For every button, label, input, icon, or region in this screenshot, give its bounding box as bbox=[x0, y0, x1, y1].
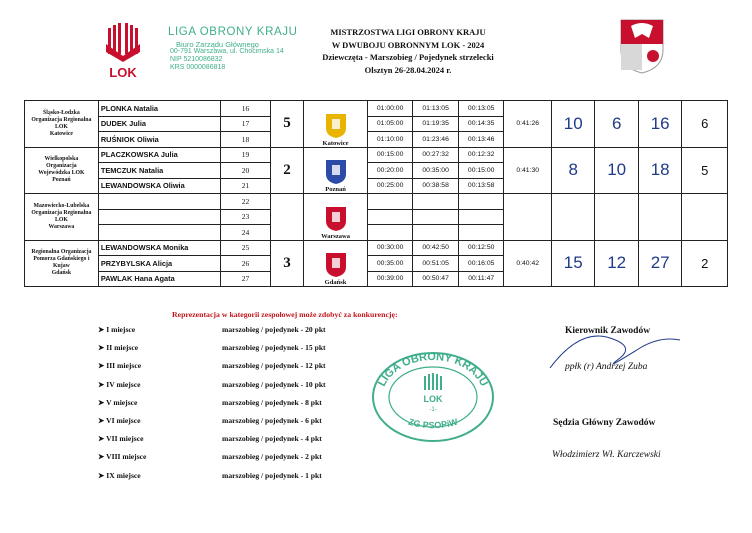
points-row bbox=[98, 434, 326, 452]
score-sum: 16 bbox=[638, 101, 681, 148]
org-line: Mazowiecko-Lubelska bbox=[33, 202, 90, 209]
city-coat-of-arms-icon bbox=[325, 206, 347, 232]
final-rank: 6 bbox=[682, 101, 728, 148]
competitor-name: TEMCZUK Natalia bbox=[98, 163, 220, 179]
start-number: 19 bbox=[221, 147, 271, 163]
start-time bbox=[367, 209, 413, 225]
start-number: 23 bbox=[221, 209, 271, 225]
team-place: 3 bbox=[270, 240, 303, 287]
team-total-time: 0:40:42 bbox=[504, 240, 552, 287]
points-place-label: VII miejsce bbox=[106, 434, 144, 444]
svg-text:-1-: -1- bbox=[429, 407, 437, 413]
start-number: 21 bbox=[221, 178, 271, 194]
finish-time: 00:42:50 bbox=[413, 240, 459, 256]
signature-role-manager: Kierownik Zawodów bbox=[565, 326, 651, 336]
score-sum: 27 bbox=[638, 240, 681, 287]
score-sum bbox=[638, 194, 681, 241]
svg-text:LOK: LOK bbox=[423, 394, 443, 404]
org-line: Organizacja Regionalna bbox=[31, 116, 92, 123]
points-value: marszobieg / pojedynek - 2 pkt bbox=[222, 452, 322, 462]
team-organization bbox=[25, 101, 99, 148]
run-time: 00:14:35 bbox=[458, 116, 504, 132]
run-time: 00:11:47 bbox=[458, 271, 504, 287]
org-krs: KRS 0000086818 bbox=[170, 64, 226, 72]
start-time: 00:15:00 bbox=[367, 147, 413, 163]
finish-time: 00:51:05 bbox=[413, 256, 459, 272]
finish-time bbox=[413, 225, 459, 241]
score-shooting: 10 bbox=[595, 147, 638, 194]
org-line: Pomorza Gdańskiego i bbox=[33, 256, 90, 263]
points-place-label: VIII miejsce bbox=[106, 452, 147, 462]
lok-stamp-icon bbox=[368, 350, 498, 444]
team-total-time: 0:41:26 bbox=[504, 101, 552, 148]
start-time: 00:39:00 bbox=[367, 271, 413, 287]
finish-time: 01:13:05 bbox=[413, 101, 459, 117]
org-line: Wojewódzka LOK bbox=[38, 170, 85, 177]
points-row bbox=[98, 325, 326, 343]
team-organization bbox=[25, 240, 99, 287]
arrow-bullet-icon: ➤ bbox=[98, 415, 107, 425]
start-number: 20 bbox=[221, 163, 271, 179]
run-time: 00:15:00 bbox=[458, 163, 504, 179]
page-title bbox=[298, 26, 518, 76]
table-row bbox=[25, 101, 728, 117]
score-run: 15 bbox=[551, 240, 594, 287]
title-line: Dziewczęta - Marszobieg / Pojedynek strzelecki bbox=[322, 52, 494, 62]
points-place bbox=[98, 434, 222, 452]
org-address-line: 00-791 Warszawa, ul. Chocimska 14 bbox=[170, 48, 284, 55]
org-line: Wielkopolska bbox=[44, 156, 79, 163]
run-time bbox=[458, 194, 504, 210]
city-coat-of-arms-icon bbox=[325, 159, 347, 185]
org-line: Katowice bbox=[49, 130, 73, 137]
title-line: MISTRZOSTWA LIGI OBRONY KRAJU bbox=[330, 27, 486, 37]
competitor-name: PAWLAK Hana Agata bbox=[98, 271, 220, 287]
team-place bbox=[270, 194, 303, 241]
finish-time bbox=[413, 194, 459, 210]
signature-role-judge: Sędzia Główny Zawodów bbox=[553, 418, 656, 428]
run-time: 00:16:05 bbox=[458, 256, 504, 272]
finish-time bbox=[413, 209, 459, 225]
start-time: 01:00:00 bbox=[367, 101, 413, 117]
arrow-bullet-icon: ➤ bbox=[98, 343, 107, 353]
org-line: Warszawa bbox=[48, 223, 75, 230]
team-organization bbox=[25, 194, 99, 241]
finish-time: 00:38:58 bbox=[413, 178, 459, 194]
city-crest bbox=[304, 240, 368, 287]
team-place: 5 bbox=[270, 101, 303, 148]
points-place-label: VI miejsce bbox=[106, 415, 141, 425]
svg-text:LOK: LOK bbox=[109, 65, 137, 80]
table-row bbox=[25, 194, 728, 210]
start-number: 24 bbox=[221, 225, 271, 241]
final-rank: 2 bbox=[682, 240, 728, 287]
competitor-name: PRZYBYLSKA Alicja bbox=[98, 256, 220, 272]
final-rank: 5 bbox=[682, 147, 728, 194]
points-place-label: IX miejsce bbox=[106, 470, 141, 480]
competitor-name: RUŚNIOK Oliwia bbox=[98, 132, 220, 148]
run-time bbox=[458, 209, 504, 225]
signature-name-manager: ppłk (r) Andrzej Zuba bbox=[565, 362, 648, 372]
points-place bbox=[98, 471, 222, 489]
org-line: Kujaw bbox=[53, 263, 70, 270]
city-label: Poznań bbox=[325, 186, 346, 193]
competitor-name: DUDEK Julia bbox=[98, 116, 220, 132]
table-row bbox=[25, 147, 728, 163]
points-row bbox=[98, 416, 326, 434]
points-value: marszobieg / pojedynek - 15 pkt bbox=[222, 343, 326, 353]
org-line: LOK bbox=[54, 216, 68, 223]
finish-time: 00:35:00 bbox=[413, 163, 459, 179]
points-value: marszobieg / pojedynek - 8 pkt bbox=[222, 397, 322, 407]
org-line: Organizacja Regionalna bbox=[31, 209, 92, 216]
start-number: 22 bbox=[221, 194, 271, 210]
points-list bbox=[98, 325, 326, 489]
run-time: 00:13:58 bbox=[458, 178, 504, 194]
competitor-name: LEWANDOWSKA Oliwia bbox=[98, 178, 220, 194]
run-time: 00:13:46 bbox=[458, 132, 504, 148]
score-shooting bbox=[595, 194, 638, 241]
points-place bbox=[98, 398, 222, 416]
org-line: Poznań bbox=[52, 177, 71, 184]
score-shooting: 12 bbox=[595, 240, 638, 287]
table-row bbox=[25, 240, 728, 256]
team-place: 2 bbox=[270, 147, 303, 194]
start-number: 26 bbox=[221, 256, 271, 272]
score-run: 10 bbox=[551, 101, 594, 148]
finish-time: 00:27:32 bbox=[413, 147, 459, 163]
start-number: 25 bbox=[221, 240, 271, 256]
start-number: 16 bbox=[221, 101, 271, 117]
points-place bbox=[98, 416, 222, 434]
points-place bbox=[98, 343, 222, 361]
org-line: LOK bbox=[54, 123, 68, 130]
finish-time: 00:50:47 bbox=[413, 271, 459, 287]
points-value: marszobieg / pojedynek - 1 pkt bbox=[222, 470, 322, 480]
start-number: 17 bbox=[221, 116, 271, 132]
points-place bbox=[98, 325, 222, 343]
city-coat-of-arms-icon bbox=[325, 252, 347, 278]
run-time bbox=[458, 225, 504, 241]
points-row bbox=[98, 361, 326, 379]
results-table bbox=[24, 100, 728, 287]
region-crest-icon bbox=[619, 18, 665, 74]
points-value: marszobieg / pojedynek - 20 pkt bbox=[222, 325, 326, 334]
city-coat-of-arms-icon bbox=[325, 113, 347, 139]
city-label: Gdańsk bbox=[324, 279, 347, 286]
start-time bbox=[367, 225, 413, 241]
org-line: Regionalna Organizacja bbox=[31, 249, 92, 256]
start-time: 00:30:00 bbox=[367, 240, 413, 256]
competitor-name bbox=[98, 209, 220, 225]
points-place-label: IV miejsce bbox=[106, 379, 141, 389]
points-value: marszobieg / pojedynek - 4 pkt bbox=[222, 434, 322, 444]
run-time: 00:12:32 bbox=[458, 147, 504, 163]
points-place bbox=[98, 380, 222, 398]
competitor-name bbox=[98, 194, 220, 210]
points-value: marszobieg / pojedynek - 12 pkt bbox=[222, 361, 326, 371]
org-address bbox=[170, 48, 300, 73]
team-total-time bbox=[504, 194, 552, 241]
points-place-label: III miejsce bbox=[106, 361, 142, 371]
team-organization bbox=[25, 147, 99, 194]
competitor-name bbox=[98, 225, 220, 241]
arrow-bullet-icon: ➤ bbox=[98, 361, 107, 371]
competitor-name: PLACZKOWSKA Julia bbox=[98, 147, 220, 163]
title-line: W DWUBOJU OBRONNYM LOK - 2024 bbox=[331, 39, 485, 50]
city-label: Katowice bbox=[322, 139, 349, 147]
arrow-bullet-icon: ➤ bbox=[98, 379, 107, 389]
start-time: 01:05:00 bbox=[367, 116, 413, 132]
score-shooting: 6 bbox=[595, 101, 638, 148]
finish-time: 01:23:46 bbox=[413, 132, 459, 148]
points-value: marszobieg / pojedynek - 10 pkt bbox=[222, 379, 326, 389]
score-run: 8 bbox=[551, 147, 594, 194]
score-sum: 18 bbox=[638, 147, 681, 194]
city-label: Warszawa bbox=[321, 232, 350, 240]
svg-text:ZG PSOPiW: ZG PSOPiW bbox=[407, 416, 459, 431]
points-row bbox=[98, 380, 326, 398]
arrow-bullet-icon: ➤ bbox=[98, 397, 107, 407]
run-time: 00:12:50 bbox=[458, 240, 504, 256]
representation-title: Reprezentacja w kategorii zespołowej może zdobyć za konkurencję: bbox=[172, 310, 398, 319]
org-line: Śląsko-Łodzka bbox=[43, 109, 80, 116]
points-row bbox=[98, 452, 326, 470]
points-value: marszobieg / pojedynek - 6 pkt bbox=[222, 415, 322, 425]
arrow-bullet-icon: ➤ bbox=[98, 325, 107, 334]
score-run bbox=[551, 194, 594, 241]
org-nip: NIP 5210086832 bbox=[170, 56, 223, 64]
finish-time: 01:19:35 bbox=[413, 116, 459, 132]
org-line: Organizacja bbox=[46, 163, 77, 170]
signature-name-judge: Włodzimierz Wł. Karczewski bbox=[552, 450, 661, 460]
final-rank bbox=[682, 194, 728, 241]
start-time: 00:25:00 bbox=[367, 178, 413, 194]
points-place-label: I miejsce bbox=[106, 325, 136, 334]
svg-text:LIGA OBRONY KRAJU: LIGA OBRONY KRAJU bbox=[376, 350, 490, 389]
arrow-bullet-icon: ➤ bbox=[98, 470, 107, 480]
start-time: 01:10:00 bbox=[367, 132, 413, 148]
start-number: 27 bbox=[221, 271, 271, 287]
org-line: Gdańsk bbox=[51, 270, 72, 277]
city-crest bbox=[304, 147, 368, 194]
competitor-name: LEWANDOWSKA Monika bbox=[98, 240, 220, 256]
org-subtitle: Biuro Zarządu Głównego bbox=[176, 40, 259, 49]
city-crest bbox=[304, 194, 368, 241]
points-row bbox=[98, 398, 326, 416]
org-name: LIGA OBRONY KRAJU bbox=[168, 26, 298, 38]
points-place bbox=[98, 361, 222, 379]
points-row bbox=[98, 471, 326, 489]
start-time: 00:35:00 bbox=[367, 256, 413, 272]
points-place-label: V miejsce bbox=[106, 397, 138, 407]
points-row bbox=[98, 343, 326, 361]
arrow-bullet-icon: ➤ bbox=[98, 434, 107, 444]
run-time: 00:13:05 bbox=[458, 101, 504, 117]
points-place bbox=[98, 452, 222, 470]
arrow-bullet-icon: ➤ bbox=[98, 452, 107, 462]
start-time: 00:20:00 bbox=[367, 163, 413, 179]
city-crest bbox=[304, 101, 368, 148]
points-place-label: II miejsce bbox=[106, 343, 139, 353]
start-number: 18 bbox=[221, 132, 271, 148]
title-line: Olsztyn 26-28.04.2024 r. bbox=[364, 64, 452, 75]
lok-logo bbox=[104, 22, 142, 80]
team-total-time: 0:41:30 bbox=[504, 147, 552, 194]
competitor-name: PLONKA Natalia bbox=[98, 101, 220, 117]
start-time bbox=[367, 194, 413, 210]
